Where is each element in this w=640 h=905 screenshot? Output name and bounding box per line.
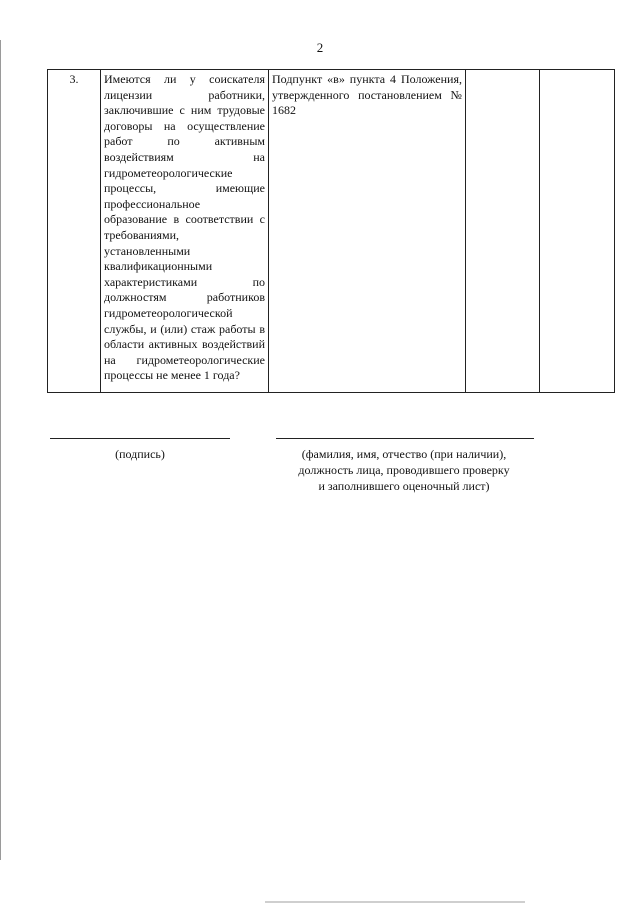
caption-line-2: должность лица, проводившего проверку bbox=[298, 463, 510, 477]
legal-basis-cell bbox=[269, 70, 466, 393]
legal-basis-text: Подпункт «в» пункта 4 Положения, утвержденного постановлением № 1682 bbox=[272, 72, 462, 118]
question-text: Имеются ли у соискателя лицензии работники, заключившие с ним трудовые договоры на осуществление работ по активным воздействиям на гидрометеорологические процессы, имеющие профессиональное образование в соответствии с требованиями, установленными квалификационными характеристиками по должностям работников гидрометеорологической службы, и (или) стаж работы в области активных воздействий на гидрометеорологические процессы не менее 1 года? bbox=[104, 72, 265, 383]
caption-line-1: (фамилия, имя, отчество (при наличии), bbox=[301, 447, 507, 461]
caption-line-3: и заполнившего оценочный лист) bbox=[318, 479, 490, 493]
bottom-scan-mark bbox=[265, 901, 525, 903]
name-position-caption bbox=[258, 446, 550, 494]
name-position-line[interactable] bbox=[276, 438, 534, 439]
signature-line[interactable] bbox=[50, 438, 230, 439]
row-number: 3. bbox=[69, 72, 79, 86]
page-left-edge bbox=[0, 40, 1, 860]
answer-yes-cell[interactable] bbox=[466, 70, 540, 393]
answer-no-cell[interactable] bbox=[540, 70, 615, 393]
question-cell bbox=[101, 70, 269, 393]
table-row bbox=[48, 70, 615, 393]
signature-caption: (подпись) bbox=[115, 447, 165, 461]
page-number: 2 bbox=[316, 40, 324, 55]
row-number-cell bbox=[48, 70, 101, 393]
checklist-table bbox=[47, 69, 615, 393]
